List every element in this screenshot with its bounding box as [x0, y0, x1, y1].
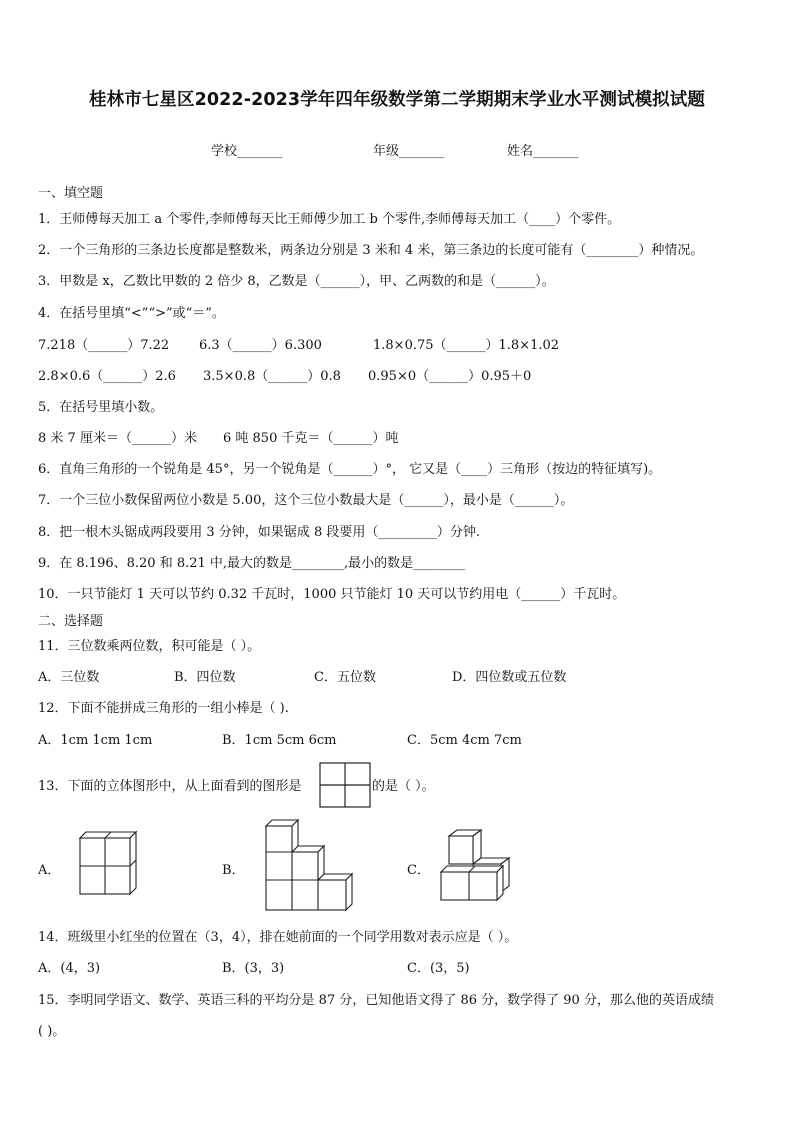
q13-option-a-figure	[72, 830, 138, 898]
q14-option-c: C．(3，5)	[407, 961, 470, 976]
question-10: 10．一只节能灯 1 天可以节约 0.32 千瓦时，1000 只节能灯 10 天可以节约用电（______）千瓦时。	[38, 587, 626, 602]
q4-item-5: 3.5×0.8（______）0.8	[203, 369, 341, 384]
q14-option-a: A．(4，3)	[38, 961, 101, 976]
q13-label-b: B．	[222, 863, 245, 878]
q5-item-1: 8 米 7 厘米＝（______）米	[38, 431, 197, 446]
question-12: 12．下面不能拼成三角形的一组小棒是（ ).	[38, 701, 289, 716]
q13-label-c: C．	[407, 863, 430, 878]
q11-option-b: B．四位数	[174, 670, 236, 685]
q4-item-1: 7.218（______）7.22	[38, 338, 170, 353]
question-2: 2．一个三角形的三条边长度都是整数米，两条边分别是 3 米和 4 米，第三条边的长度可能有（________）种情况。	[38, 243, 704, 258]
section-heading-choice: 二、选择题	[38, 614, 104, 629]
q4-item-2: 6.3（______）6.300	[199, 338, 322, 353]
school-field: 学校_______	[211, 144, 283, 159]
q13-top-view-figure	[319, 762, 371, 808]
q5-item-2: 6 吨 850 千克＝（______）吨	[223, 431, 399, 446]
question-13-tail: 的是（ ）。	[372, 779, 435, 794]
question-11: 11．三位数乘两位数，积可能是（ ）。	[38, 639, 261, 654]
question-9: 9．在 8.196、8.20 和 8.21 中,最大的数是________,最小的数是________	[38, 556, 466, 571]
q12-option-c: C．5cm 4cm 7cm	[407, 733, 522, 748]
q11-option-c: C．五位数	[314, 670, 376, 685]
q14-option-b: B．(3，3)	[222, 961, 285, 976]
page-title: 桂林市七星区2022-2023学年四年级数学第二学期期末学业水平测试模拟试题	[89, 90, 705, 110]
question-8: 8．把一根木头锯成两段要用 3 分钟，如果锯成 8 段要用（_________）分钟.	[38, 525, 480, 540]
question-4: 4．在括号里填“<”“>”或“＝”。	[38, 306, 225, 321]
question-1: 1．王师傅每天加工 a 个零件,李师傅每天比王师傅少加工 b 个零件,李师傅每天加工（____）个零件。	[38, 212, 621, 227]
section-heading-fill: 一、填空题	[38, 186, 104, 201]
q4-item-6: 0.95×0（______）0.95＋0	[368, 369, 532, 384]
q4-item-4: 2.8×0.6（______）2.6	[38, 369, 176, 384]
question-7: 7．一个三位小数保留两位小数是 5.00，这个三位小数最大是（______），最小是（______）。	[38, 493, 574, 508]
q12-option-b: B．1cm 5cm 6cm	[222, 733, 337, 748]
name-field: 姓名_______	[507, 144, 579, 159]
question-3: 3．甲数是 x，乙数比甲数的 2 倍少 8，乙数是（______），甲、乙两数的和是（______）。	[38, 274, 555, 289]
grade-field: 年级_______	[373, 144, 445, 159]
q11-option-a: A．三位数	[38, 670, 100, 685]
q4-item-3: 1.8×0.75（______）1.8×1.02	[373, 338, 560, 353]
question-15-line-2: ( )。	[38, 1024, 66, 1039]
question-15-line-1: 15．李明同学语文、数学、英语三科的平均分是 87 分，已知他语文得了 86 分，数学得了 90 分，那么他的英语成绩	[38, 993, 714, 1008]
question-5: 5．在括号里填小数。	[38, 400, 164, 415]
question-13-text: 13．下面的立体图形中，从上面看到的图形是	[38, 779, 302, 794]
q11-option-d: D．四位数或五位数	[452, 670, 567, 685]
q13-option-b-figure	[262, 818, 356, 912]
q13-label-a: A．	[38, 863, 61, 878]
q13-option-c-figure	[437, 828, 515, 904]
q12-option-a: A．1cm 1cm 1cm	[38, 733, 153, 748]
question-14: 14．班级里小红坐的位置在（3，4），排在她前面的一个同学用数对表示应是（ ）。	[38, 930, 518, 945]
question-6: 6．直角三角形的一个锐角是 45°，另一个锐角是（______）°， 它又是（____）三角形（按边的特征填写)。	[38, 462, 662, 477]
